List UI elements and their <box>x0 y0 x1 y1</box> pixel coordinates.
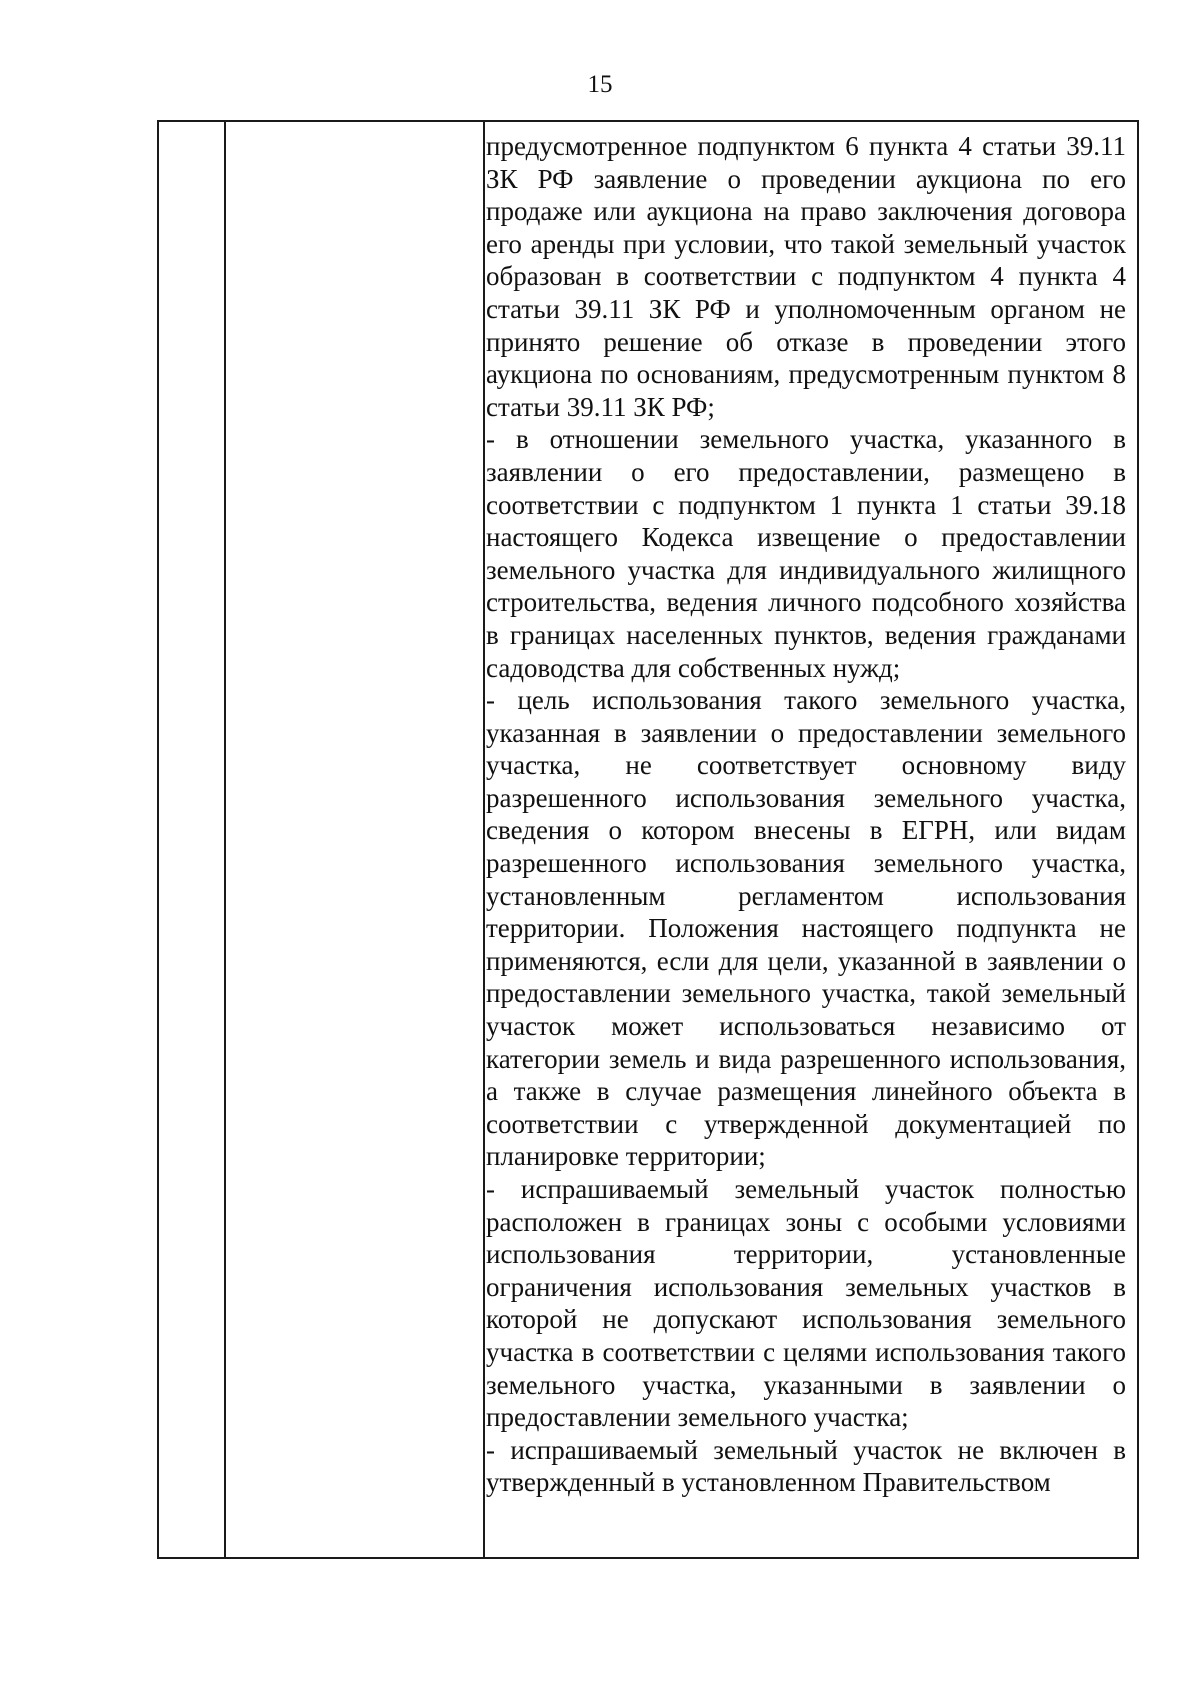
paragraph-notice-published: - в отношении земельного участка, указанного в заявлении о его предоставлении, размещено в соответствии с подпунктом 1 пункта 1 статьи 39.18 настоящего Кодекса извещение о предоставлении земельного участка для индивидуального жилищного строительства, ведения личного подсобного хозяйства в границах населенных пунктов, ведения гражданами садоводства для собственных нужд; <box>486 424 1126 683</box>
page-number: 15 <box>587 71 613 98</box>
column-divider-1 <box>224 122 226 1557</box>
paragraph-not-included: - испрашиваемый земельный участок не включен в утвержденный в установленном Правительством <box>486 1434 1126 1498</box>
paragraph-auction-application: предусмотренное подпунктом 6 пункта 4 статьи 39.11 ЗК РФ заявление о проведении аукциона по его продаже или аукциона на право заключения договора его аренды при условии, что такой земельный участок образован в соответствии с подпунктом 4 пункта 4 статьи 39.11 ЗК РФ и уполномоченным органом не принято решение об отказе в проведении этого аукциона по основаниям, предусмотренным пунктом 8 статьи 39.11 ЗК РФ; <box>486 131 1126 422</box>
paragraph-purpose-mismatch: - цель использования такого земельного участка, указанная в заявлении о предоставлении земельного участка, не соответствует основному виду разрешенного использования земельного участка, сведения о котором внесены в ЕГРН, или видам разрешенного использования земельного участка, установленным регламентом использования территории. Положения настоящего подпункта не применяются, если для цели, указанной в заявлении о предоставлении земельного участка, такой земельный участок может использоваться независимо от категории земель и вида разрешенного использования, а также в случае размещения линейного объекта в соответствии с утвержденной документацией по планировке территории; <box>486 685 1126 1172</box>
column-divider-2 <box>483 122 485 1557</box>
paragraph-special-zone: - испрашиваемый земельный участок полностью расположен в границах зоны с особыми условиями использования территории, установленные ограничения использования земельных участков в которой не допускают использования земельного участка в соответствии с целями использования такого земельного участка, указанными в заявлении о предоставлении земельного участка; <box>486 1174 1126 1433</box>
table-text-cell <box>486 130 1126 1499</box>
